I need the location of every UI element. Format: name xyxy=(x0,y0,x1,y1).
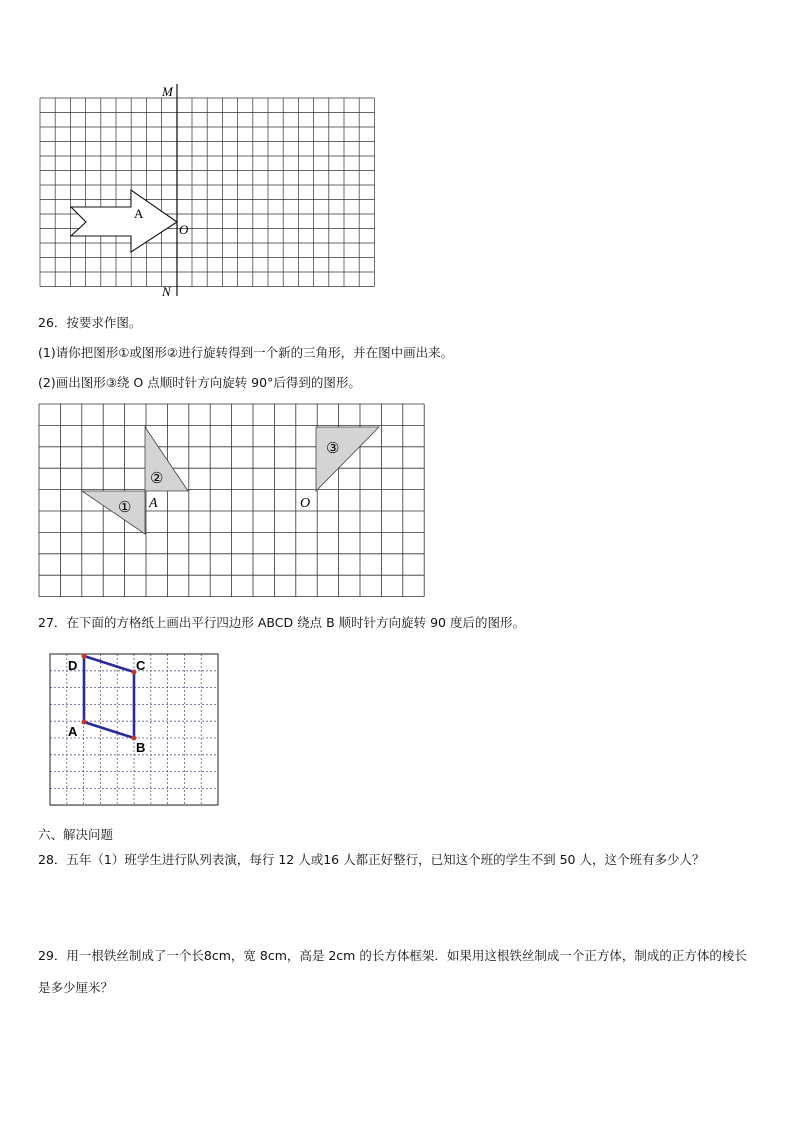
shape-3-label: ③ xyxy=(326,441,340,457)
q26-sub1: (1)请你把图形①或图形②进行旋转得到一个新的三角形，并在图中画出来。 xyxy=(38,345,454,360)
shape-2-label: ② xyxy=(150,471,164,487)
label-m: M xyxy=(162,84,173,99)
label-d: D xyxy=(68,658,78,673)
vertex-a xyxy=(82,720,87,725)
q26-sub2: (2)画出图形③绕 O 点顺时针方向旋转 90°后得到的图形。 xyxy=(38,375,361,390)
label-o: O xyxy=(179,222,189,237)
q26-title: 26．按要求作图。 xyxy=(38,315,142,330)
q27-title: 27．在下面的方格纸上画出平行四边形 ABCD 绕点 B 顺时针方向旋转 90 度后的图形。 xyxy=(38,615,525,630)
grid-lines xyxy=(40,98,374,287)
label-c: C xyxy=(136,658,146,673)
label-n: N xyxy=(162,284,171,299)
triangle-3 xyxy=(316,427,379,491)
label-a: A xyxy=(134,206,144,221)
section-6-title: 六、解决问题 xyxy=(38,827,114,842)
q29-text: 29．用一根铁丝制成了一个长8cm，宽 8cm，高是 2cm 的长方体框架．如果用这根铁丝制成一个正方体，制成的正方体的棱长是多少厘米？ xyxy=(38,948,747,995)
parallelogram-grid-figure xyxy=(48,652,223,810)
label-a: A xyxy=(68,724,78,739)
label-a: A xyxy=(149,496,158,511)
label-o: O xyxy=(300,496,311,511)
shape-1-label: ① xyxy=(118,500,132,516)
rotation-grid-figure xyxy=(38,403,428,603)
q28-text: 28．五年（1）班学生进行队列表演，每行 12 人或16 人都正好整行，已知这个班的学生不到 50 人，这个班有多少人？ xyxy=(38,852,705,867)
triangle-1 xyxy=(82,491,145,534)
symmetry-grid-figure xyxy=(38,80,378,300)
vertex-d xyxy=(82,654,87,659)
parallelogram-abcd xyxy=(84,656,134,738)
label-b: B xyxy=(136,740,146,755)
